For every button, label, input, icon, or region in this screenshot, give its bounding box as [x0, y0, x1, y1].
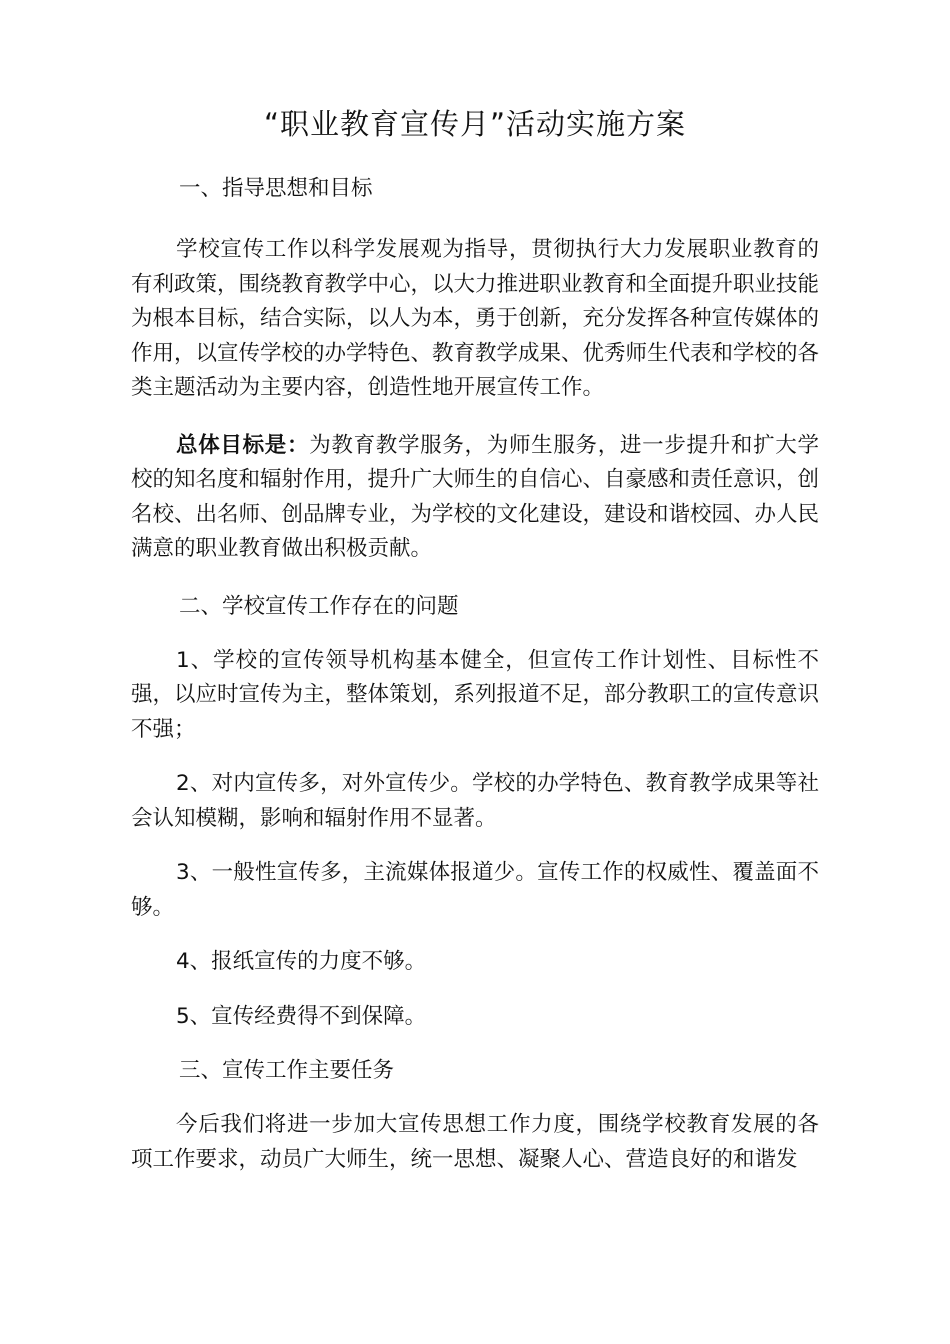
problem-item-3: 3、一般性宣传多，主流媒体报道少。宣传工作的权威性、覆盖面不够。 [131, 860, 819, 920]
paragraph-main-tasks: 今后我们将进一步加大宣传思想工作力度，围绕学校教育发展的各项工作要求，动员广大师生，统一思想、凝聚人心、营造良好的和谐发 [131, 1112, 819, 1172]
problem-item-4: 4、报纸宣传的力度不够。 [176, 949, 427, 974]
problem-item-2: 2、对内宣传多，对外宣传少。学校的办学特色、教育教学成果等社会认知模糊，影响和辐射作用不显著。 [131, 771, 819, 831]
problem-item-5: 5、宣传经费得不到保障。 [176, 1003, 427, 1029]
paragraph-guiding-ideology: 学校宣传工作以科学发展观为指导，贯彻执行大力发展职业教育的有利政策，围绕教育教学中心，以大力推进职业教育和全面提升职业技能为根本目标，结合实际，以人为本，勇于创新，充分发挥各种宣传媒体的作用，以宣传学校的办学特色、教育教学成果、优秀师生代表和学校的各类主题活动为主要内容，创造性地开展宣传工作。 [131, 237, 820, 400]
section-heading-main-tasks: 三、宣传工作主要任务 [179, 1058, 395, 1083]
section-heading-guiding-ideology: 一、指导思想和目标 [179, 176, 373, 201]
overall-goal-label: 总体目标是： [176, 432, 310, 458]
problem-item-1: 1、学校的宣传领导机构基本健全，但宣传工作计划性、目标性不强，以应时宣传为主，整体策划，系列报道不足，部分教职工的宣传意识不强； [131, 647, 820, 742]
overall-goal-text: 为教育教学服务，为师生服务，进一步提升和扩大学校的知名度和辐射作用，提升广大师生的自信心、自豪感和责任意识，创名校、出名师、创品牌专业，为学校的文化建设，建设和谐校园、办人民满意的职业教育做出积极贡献。 [131, 432, 820, 561]
paragraph-overall-goal [131, 429, 819, 567]
section-heading-existing-problems: 二、学校宣传工作存在的问题 [179, 593, 459, 619]
document-title: “职业教育宣传月”活动实施方案 [263, 107, 687, 141]
